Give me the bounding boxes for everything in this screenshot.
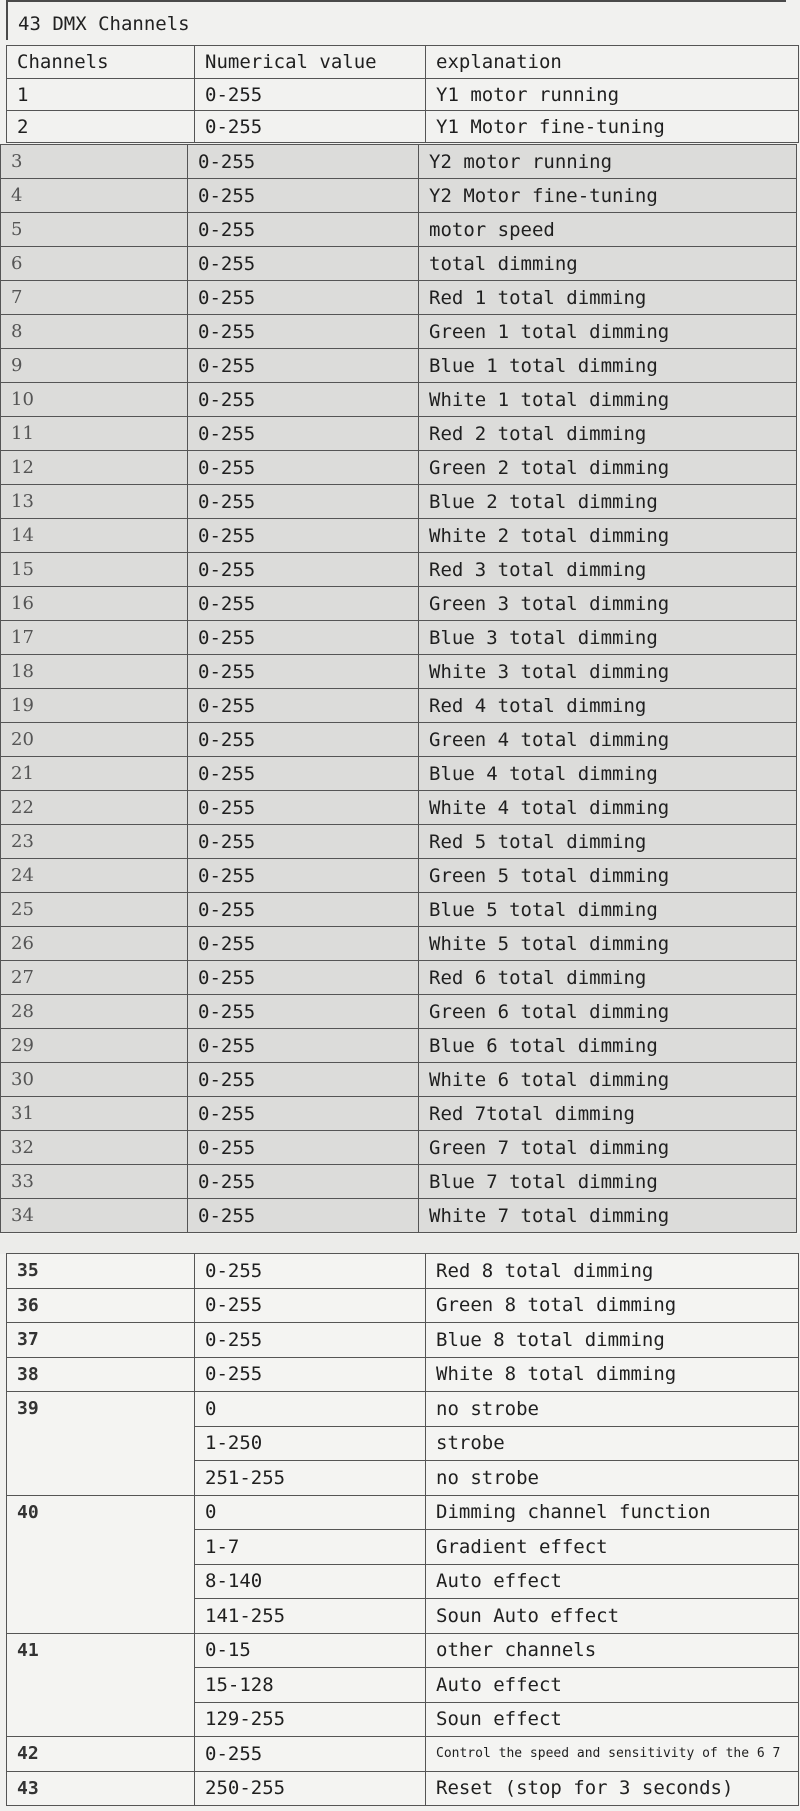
numerical-value: 0-255 <box>188 893 419 927</box>
channel-number: 2 <box>7 111 195 143</box>
numerical-value: 1-250 <box>195 1426 426 1461</box>
channel-number: 36 <box>7 1288 195 1323</box>
explanation: Red 2 total dimming <box>419 417 797 451</box>
explanation: White 1 total dimming <box>419 383 797 417</box>
channel-number: 32 <box>1 1131 188 1165</box>
table-row <box>1 757 797 791</box>
channel-number: 35 <box>7 1254 195 1289</box>
channel-number: 13 <box>1 485 188 519</box>
table-row <box>1 689 797 723</box>
table-row <box>1 791 797 825</box>
channel-number: 6 <box>1 247 188 281</box>
channel-number: 10 <box>1 383 188 417</box>
numerical-value: 0-255 <box>188 791 419 825</box>
explanation: Blue 4 total dimming <box>419 757 797 791</box>
explanation: Gradient effect <box>426 1530 799 1565</box>
channel-table-middle <box>0 144 797 1233</box>
table-row <box>7 1323 799 1358</box>
channel-number: 9 <box>1 349 188 383</box>
explanation: Soun effect <box>426 1702 799 1737</box>
channel-number: 15 <box>1 553 188 587</box>
table-row <box>7 1737 799 1772</box>
explanation: Blue 3 total dimming <box>419 621 797 655</box>
table-row <box>1 859 797 893</box>
numerical-value: 0-255 <box>188 553 419 587</box>
explanation: Red 1 total dimming <box>419 281 797 315</box>
numerical-value: 141-255 <box>195 1599 426 1634</box>
explanation: White 7 total dimming <box>419 1199 797 1233</box>
table-row <box>1 961 797 995</box>
numerical-value: 251-255 <box>195 1461 426 1496</box>
table-row <box>1 213 797 247</box>
channel-number: 39 <box>7 1392 195 1496</box>
channel-number: 37 <box>7 1323 195 1358</box>
numerical-value: 1-7 <box>195 1530 426 1565</box>
table-row <box>1 1063 797 1097</box>
explanation: other channels <box>426 1633 799 1668</box>
table-row <box>1 587 797 621</box>
channel-number: 26 <box>1 927 188 961</box>
numerical-value: 0-255 <box>195 1323 426 1358</box>
numerical-value: 0-255 <box>188 723 419 757</box>
channel-number: 5 <box>1 213 188 247</box>
explanation: White 2 total dimming <box>419 519 797 553</box>
explanation: Auto effect <box>426 1668 799 1703</box>
explanation: Green 6 total dimming <box>419 995 797 1029</box>
channel-number: 11 <box>1 417 188 451</box>
explanation: White 6 total dimming <box>419 1063 797 1097</box>
table-row <box>7 1288 799 1323</box>
numerical-value: 0-255 <box>188 961 419 995</box>
numerical-value: 0-255 <box>188 247 419 281</box>
channel-number: 30 <box>1 1063 188 1097</box>
numerical-value: 0-255 <box>195 1737 426 1772</box>
explanation: Green 3 total dimming <box>419 587 797 621</box>
table-row <box>1 655 797 689</box>
numerical-value: 0-255 <box>188 757 419 791</box>
numerical-value: 0-255 <box>188 1029 419 1063</box>
table-row <box>1 1165 797 1199</box>
numerical-value: 0-255 <box>195 79 426 111</box>
numerical-value: 0-255 <box>188 451 419 485</box>
explanation: Auto effect <box>426 1564 799 1599</box>
numerical-value: 0-255 <box>188 689 419 723</box>
explanation: motor speed <box>419 213 797 247</box>
channel-number: 34 <box>1 1199 188 1233</box>
table-row <box>1 893 797 927</box>
channel-number: 40 <box>7 1495 195 1633</box>
numerical-value: 0-255 <box>188 995 419 1029</box>
explanation: Red 8 total dimming <box>426 1254 799 1289</box>
numerical-value: 250-255 <box>195 1771 426 1806</box>
channel-number: 43 <box>7 1771 195 1806</box>
numerical-value: 0-255 <box>188 1199 419 1233</box>
table-row <box>1 383 797 417</box>
explanation: Green 2 total dimming <box>419 451 797 485</box>
channel-number: 17 <box>1 621 188 655</box>
channel-number: 24 <box>1 859 188 893</box>
explanation: Y2 motor running <box>419 145 797 179</box>
table-row <box>1 247 797 281</box>
header-explanation: explanation <box>426 46 799 79</box>
numerical-value: 0-255 <box>188 485 419 519</box>
explanation: total dimming <box>419 247 797 281</box>
table-row <box>1 451 797 485</box>
header-numerical-value: Numerical value <box>195 46 426 79</box>
table-row <box>7 111 799 143</box>
explanation: strobe <box>426 1426 799 1461</box>
document-title: 43 DMX Channels <box>6 0 786 40</box>
explanation: Dimming channel function <box>426 1495 799 1530</box>
explanation: Red 6 total dimming <box>419 961 797 995</box>
table-row <box>7 1254 799 1289</box>
numerical-value: 0 <box>195 1495 426 1530</box>
table-row <box>1 1029 797 1063</box>
numerical-value: 0-15 <box>195 1633 426 1668</box>
channel-number: 14 <box>1 519 188 553</box>
numerical-value: 0-255 <box>188 825 419 859</box>
numerical-value: 0-255 <box>188 859 419 893</box>
channel-number: 25 <box>1 893 188 927</box>
channel-number: 16 <box>1 587 188 621</box>
channel-number: 27 <box>1 961 188 995</box>
explanation: Y2 Motor fine-tuning <box>419 179 797 213</box>
explanation: Blue 2 total dimming <box>419 485 797 519</box>
channel-number: 42 <box>7 1737 195 1772</box>
channel-number: 19 <box>1 689 188 723</box>
numerical-value: 0-255 <box>188 1165 419 1199</box>
table-row <box>1 315 797 349</box>
channel-number: 4 <box>1 179 188 213</box>
numerical-value: 0-255 <box>188 349 419 383</box>
numerical-value: 0-255 <box>188 621 419 655</box>
numerical-value: 8-140 <box>195 1564 426 1599</box>
channel-table-top <box>6 45 799 143</box>
channel-number: 1 <box>7 79 195 111</box>
numerical-value: 0-255 <box>195 1254 426 1289</box>
numerical-value: 15-128 <box>195 1668 426 1703</box>
explanation: Blue 6 total dimming <box>419 1029 797 1063</box>
numerical-value: 0-255 <box>188 927 419 961</box>
table-row <box>1 1131 797 1165</box>
channel-number: 28 <box>1 995 188 1029</box>
numerical-value: 0-255 <box>188 1063 419 1097</box>
table-row <box>1 553 797 587</box>
table-row <box>7 1771 799 1806</box>
numerical-value: 0-255 <box>195 111 426 143</box>
table-row <box>1 179 797 213</box>
explanation: Red 4 total dimming <box>419 689 797 723</box>
explanation: Y1 Motor fine-tuning <box>426 111 799 143</box>
numerical-value: 0-255 <box>188 417 419 451</box>
table-row <box>1 723 797 757</box>
explanation: White 3 total dimming <box>419 655 797 689</box>
channel-number: 22 <box>1 791 188 825</box>
numerical-value: 129-255 <box>195 1702 426 1737</box>
numerical-value: 0-255 <box>188 145 419 179</box>
explanation: Green 7 total dimming <box>419 1131 797 1165</box>
table-row <box>7 1357 799 1392</box>
table-row <box>1 927 797 961</box>
numerical-value: 0-255 <box>188 179 419 213</box>
numerical-value: 0-255 <box>195 1357 426 1392</box>
explanation: Red 7total dimming <box>419 1097 797 1131</box>
explanation: Red 3 total dimming <box>419 553 797 587</box>
explanation: Blue 1 total dimming <box>419 349 797 383</box>
table-row <box>1 281 797 315</box>
numerical-value: 0-255 <box>188 1131 419 1165</box>
table-row <box>1 995 797 1029</box>
table-row <box>7 1633 799 1668</box>
explanation: Green 8 total dimming <box>426 1288 799 1323</box>
channel-number: 31 <box>1 1097 188 1131</box>
page-gap <box>0 1234 800 1254</box>
explanation: Reset (stop for 3 seconds) <box>426 1771 799 1806</box>
explanation: Blue 8 total dimming <box>426 1323 799 1358</box>
channel-number: 12 <box>1 451 188 485</box>
numerical-value: 0-255 <box>188 281 419 315</box>
table-row <box>1 1199 797 1233</box>
table-row <box>1 349 797 383</box>
explanation: Green 5 total dimming <box>419 859 797 893</box>
explanation: no strobe <box>426 1461 799 1496</box>
explanation: Blue 5 total dimming <box>419 893 797 927</box>
channel-number: 23 <box>1 825 188 859</box>
channel-number: 41 <box>7 1633 195 1737</box>
explanation: White 5 total dimming <box>419 927 797 961</box>
explanation: White 4 total dimming <box>419 791 797 825</box>
explanation: Y1 motor running <box>426 79 799 111</box>
channel-number: 29 <box>1 1029 188 1063</box>
numerical-value: 0-255 <box>188 383 419 417</box>
channel-number: 20 <box>1 723 188 757</box>
numerical-value: 0-255 <box>188 519 419 553</box>
explanation: White 8 total dimming <box>426 1357 799 1392</box>
channel-number: 8 <box>1 315 188 349</box>
table-row <box>1 519 797 553</box>
table-row <box>1 1097 797 1131</box>
numerical-value: 0-255 <box>195 1288 426 1323</box>
explanation: Control the speed and sensitivity of the 6 7 <box>426 1737 799 1772</box>
explanation: Blue 7 total dimming <box>419 1165 797 1199</box>
explanation: Green 4 total dimming <box>419 723 797 757</box>
numerical-value: 0-255 <box>188 655 419 689</box>
numerical-value: 0-255 <box>188 587 419 621</box>
table-row <box>1 145 797 179</box>
table-row <box>1 417 797 451</box>
table-row <box>1 621 797 655</box>
table-row <box>7 79 799 111</box>
explanation: Green 1 total dimming <box>419 315 797 349</box>
channel-number: 18 <box>1 655 188 689</box>
channel-number: 38 <box>7 1357 195 1392</box>
table-row <box>1 485 797 519</box>
explanation: Red 5 total dimming <box>419 825 797 859</box>
header-channels: Channels <box>7 46 195 79</box>
table-row <box>7 1392 799 1427</box>
table-row <box>1 825 797 859</box>
numerical-value: 0-255 <box>188 213 419 247</box>
table-header-row <box>7 46 799 79</box>
explanation: no strobe <box>426 1392 799 1427</box>
channel-number: 7 <box>1 281 188 315</box>
numerical-value: 0 <box>195 1392 426 1427</box>
explanation: Soun Auto effect <box>426 1599 799 1634</box>
channel-table-bottom <box>6 1253 799 1806</box>
numerical-value: 0-255 <box>188 315 419 349</box>
channel-number: 3 <box>1 145 188 179</box>
channel-number: 33 <box>1 1165 188 1199</box>
numerical-value: 0-255 <box>188 1097 419 1131</box>
channel-number: 21 <box>1 757 188 791</box>
table-row <box>7 1495 799 1530</box>
